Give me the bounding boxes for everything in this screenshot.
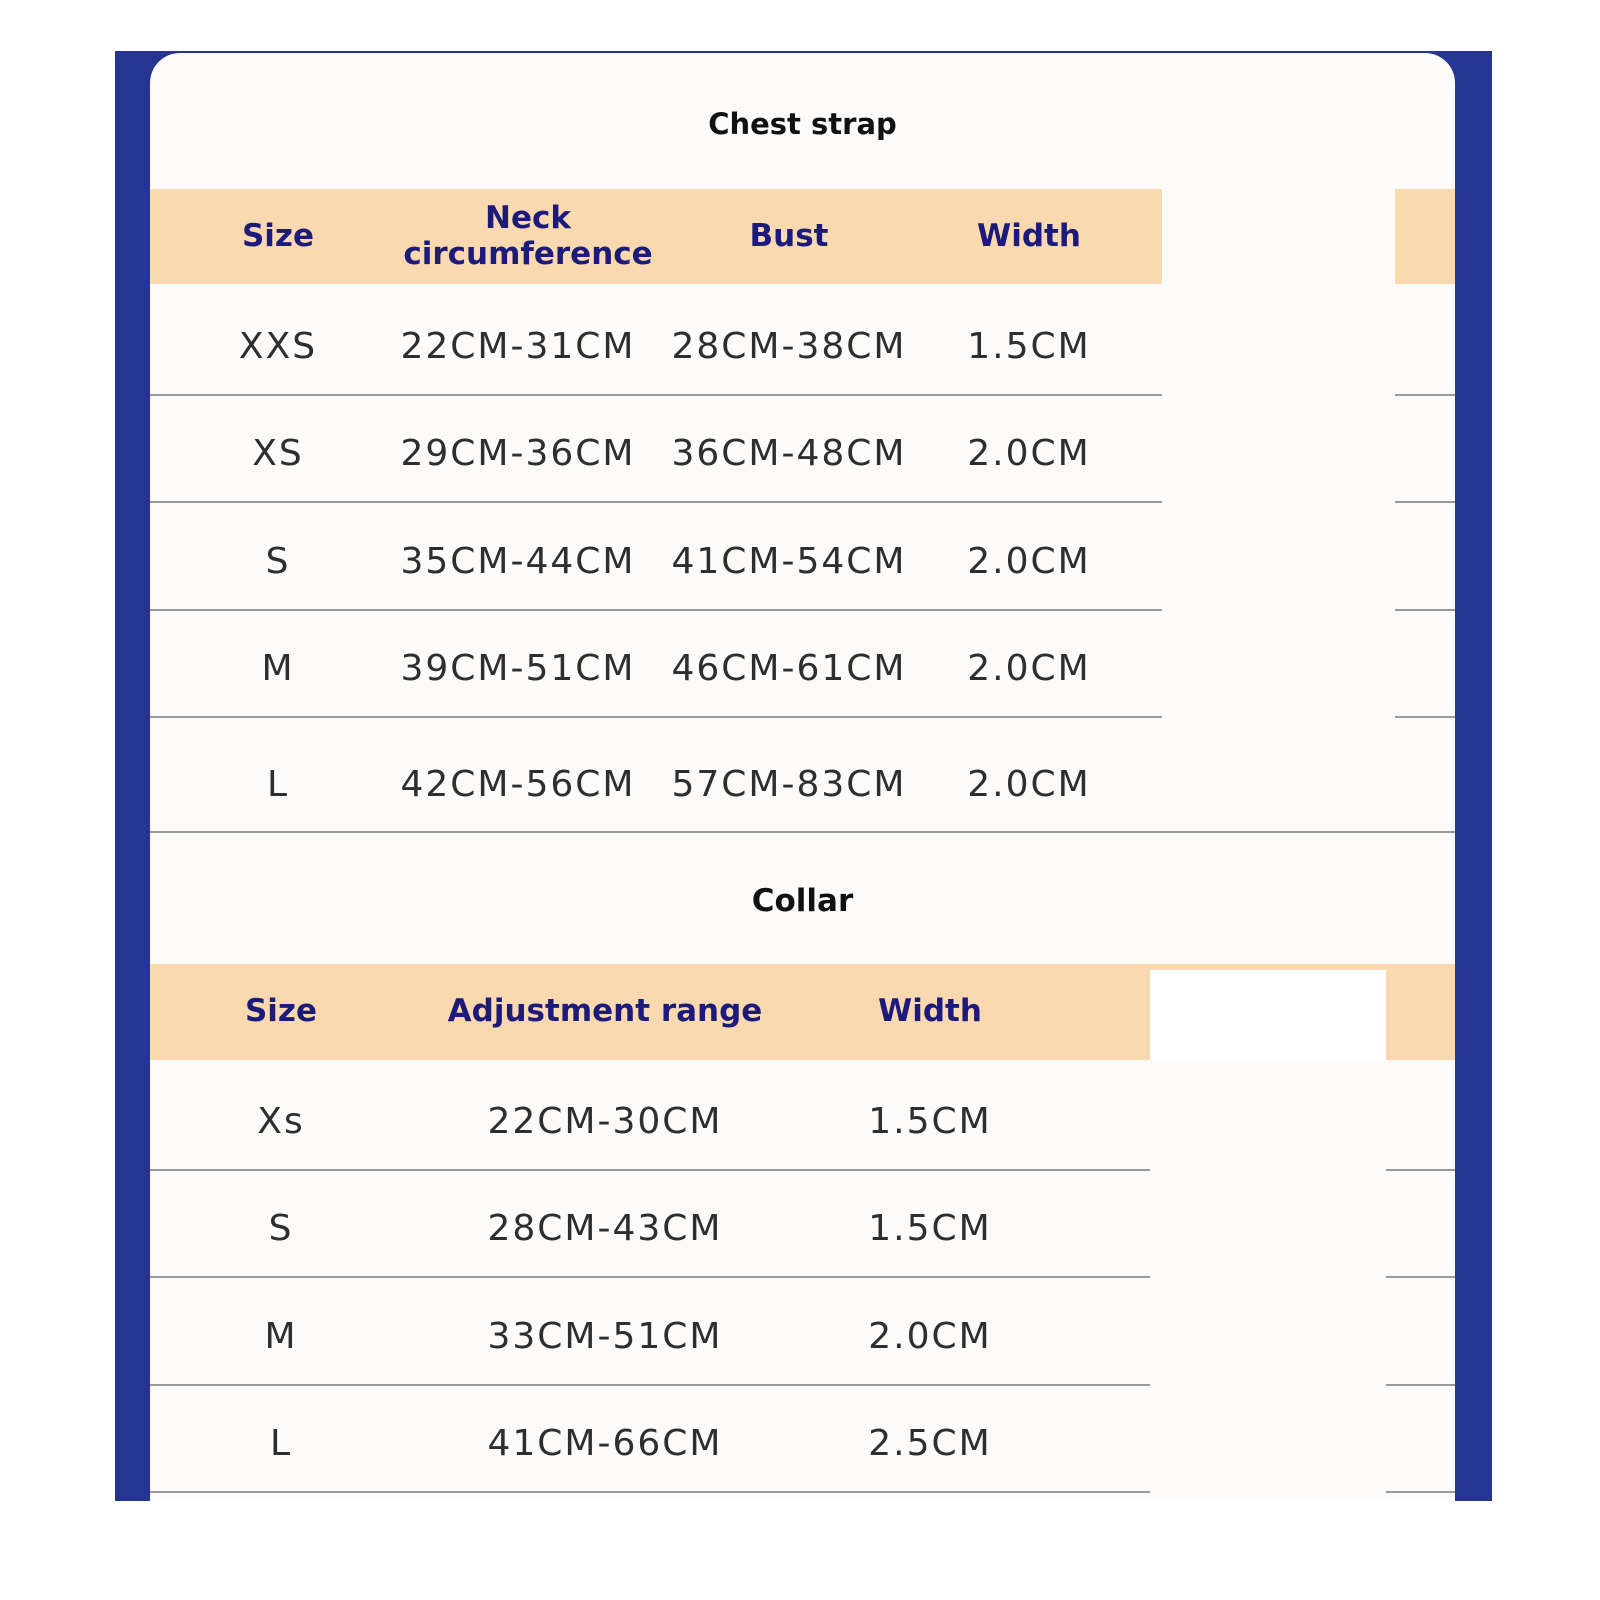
collar-cell-size: L bbox=[269, 1422, 293, 1464]
collar-row-rule-right bbox=[1386, 1384, 1455, 1386]
chest-strap-row-rule-right bbox=[1395, 609, 1455, 611]
chest-strap-row-rule-right bbox=[1395, 394, 1455, 396]
collar-row-rule bbox=[150, 1276, 1150, 1278]
chest-strap-cell-size: XS bbox=[252, 432, 304, 474]
collar-header-gap bbox=[1150, 970, 1386, 1060]
collar-cell-size: M bbox=[264, 1315, 298, 1357]
chest-strap-cell-width: 2.0CM bbox=[967, 647, 1091, 689]
collar-cell-adjustment: 22CM-30CM bbox=[487, 1100, 723, 1142]
collar-cell-width: 2.5CM bbox=[868, 1422, 992, 1464]
chest-strap-cell-bust: 36CM-48CM bbox=[671, 432, 907, 474]
collar-cell-adjustment: 33CM-51CM bbox=[487, 1315, 723, 1357]
chest-strap-row-rule-right bbox=[1395, 501, 1455, 503]
chest-strap-cell-width: 2.0CM bbox=[967, 763, 1091, 805]
chest-strap-cell-bust: 57CM-83CM bbox=[671, 763, 907, 805]
chest-strap-header-width: Width bbox=[977, 217, 1081, 254]
chest-strap-cell-size: M bbox=[261, 647, 295, 689]
collar-row-rule bbox=[150, 1491, 1150, 1493]
chest-strap-cell-neck: 39CM-51CM bbox=[400, 647, 636, 689]
collar-cell-width: 2.0CM bbox=[868, 1315, 992, 1357]
chest-strap-cell-size: S bbox=[265, 540, 291, 582]
chest-strap-cell-bust: 41CM-54CM bbox=[671, 540, 907, 582]
chest-strap-cell-width: 2.0CM bbox=[967, 540, 1091, 582]
chest-strap-header-gap bbox=[1162, 189, 1395, 284]
collar-cell-width: 1.5CM bbox=[868, 1100, 992, 1142]
chest-strap-row-rule bbox=[150, 609, 1162, 611]
chest-strap-cell-bust: 46CM-61CM bbox=[671, 647, 907, 689]
collar-cell-size: S bbox=[268, 1207, 294, 1249]
chest-strap-cell-neck: 29CM-36CM bbox=[400, 432, 636, 474]
chest-strap-title: Chest strap bbox=[708, 107, 897, 141]
collar-header-width: Width bbox=[878, 993, 982, 1030]
collar-row-rule-right bbox=[1386, 1169, 1455, 1171]
collar-row-rule bbox=[150, 1169, 1150, 1171]
collar-row-rule-right bbox=[1386, 1276, 1455, 1278]
collar-title: Collar bbox=[751, 883, 854, 919]
chest-strap-header-neck: Neck circumference bbox=[403, 199, 653, 272]
chest-strap-row-rule bbox=[150, 831, 1455, 833]
chest-strap-header-size: Size bbox=[241, 217, 315, 254]
chest-strap-cell-width: 2.0CM bbox=[967, 432, 1091, 474]
chest-strap-cell-neck: 42CM-56CM bbox=[400, 763, 636, 805]
collar-row-rule-right bbox=[1386, 1491, 1455, 1493]
chest-strap-row-rule-right bbox=[1395, 716, 1455, 718]
chest-strap-cell-neck: 22CM-31CM bbox=[400, 325, 636, 367]
chest-strap-row-rule bbox=[150, 394, 1162, 396]
collar-cell-size: Xs bbox=[257, 1100, 305, 1142]
chest-strap-cell-size: XXS bbox=[238, 325, 318, 367]
chest-strap-cell-neck: 35CM-44CM bbox=[400, 540, 636, 582]
chest-strap-row-rule bbox=[150, 716, 1162, 718]
chest-strap-cell-size: L bbox=[266, 763, 290, 805]
chest-strap-cell-width: 1.5CM bbox=[967, 325, 1091, 367]
collar-cell-width: 1.5CM bbox=[868, 1207, 992, 1249]
collar-row-rule bbox=[150, 1384, 1150, 1386]
chest-strap-row-rule bbox=[150, 501, 1162, 503]
collar-cell-adjustment: 41CM-66CM bbox=[487, 1422, 723, 1464]
chest-strap-header-bust: Bust bbox=[749, 217, 829, 254]
collar-header-adjustment: Adjustment range bbox=[447, 993, 763, 1030]
collar-cell-adjustment: 28CM-43CM bbox=[487, 1207, 723, 1249]
collar-header-size: Size bbox=[244, 993, 318, 1030]
chest-strap-cell-bust: 28CM-38CM bbox=[671, 325, 907, 367]
